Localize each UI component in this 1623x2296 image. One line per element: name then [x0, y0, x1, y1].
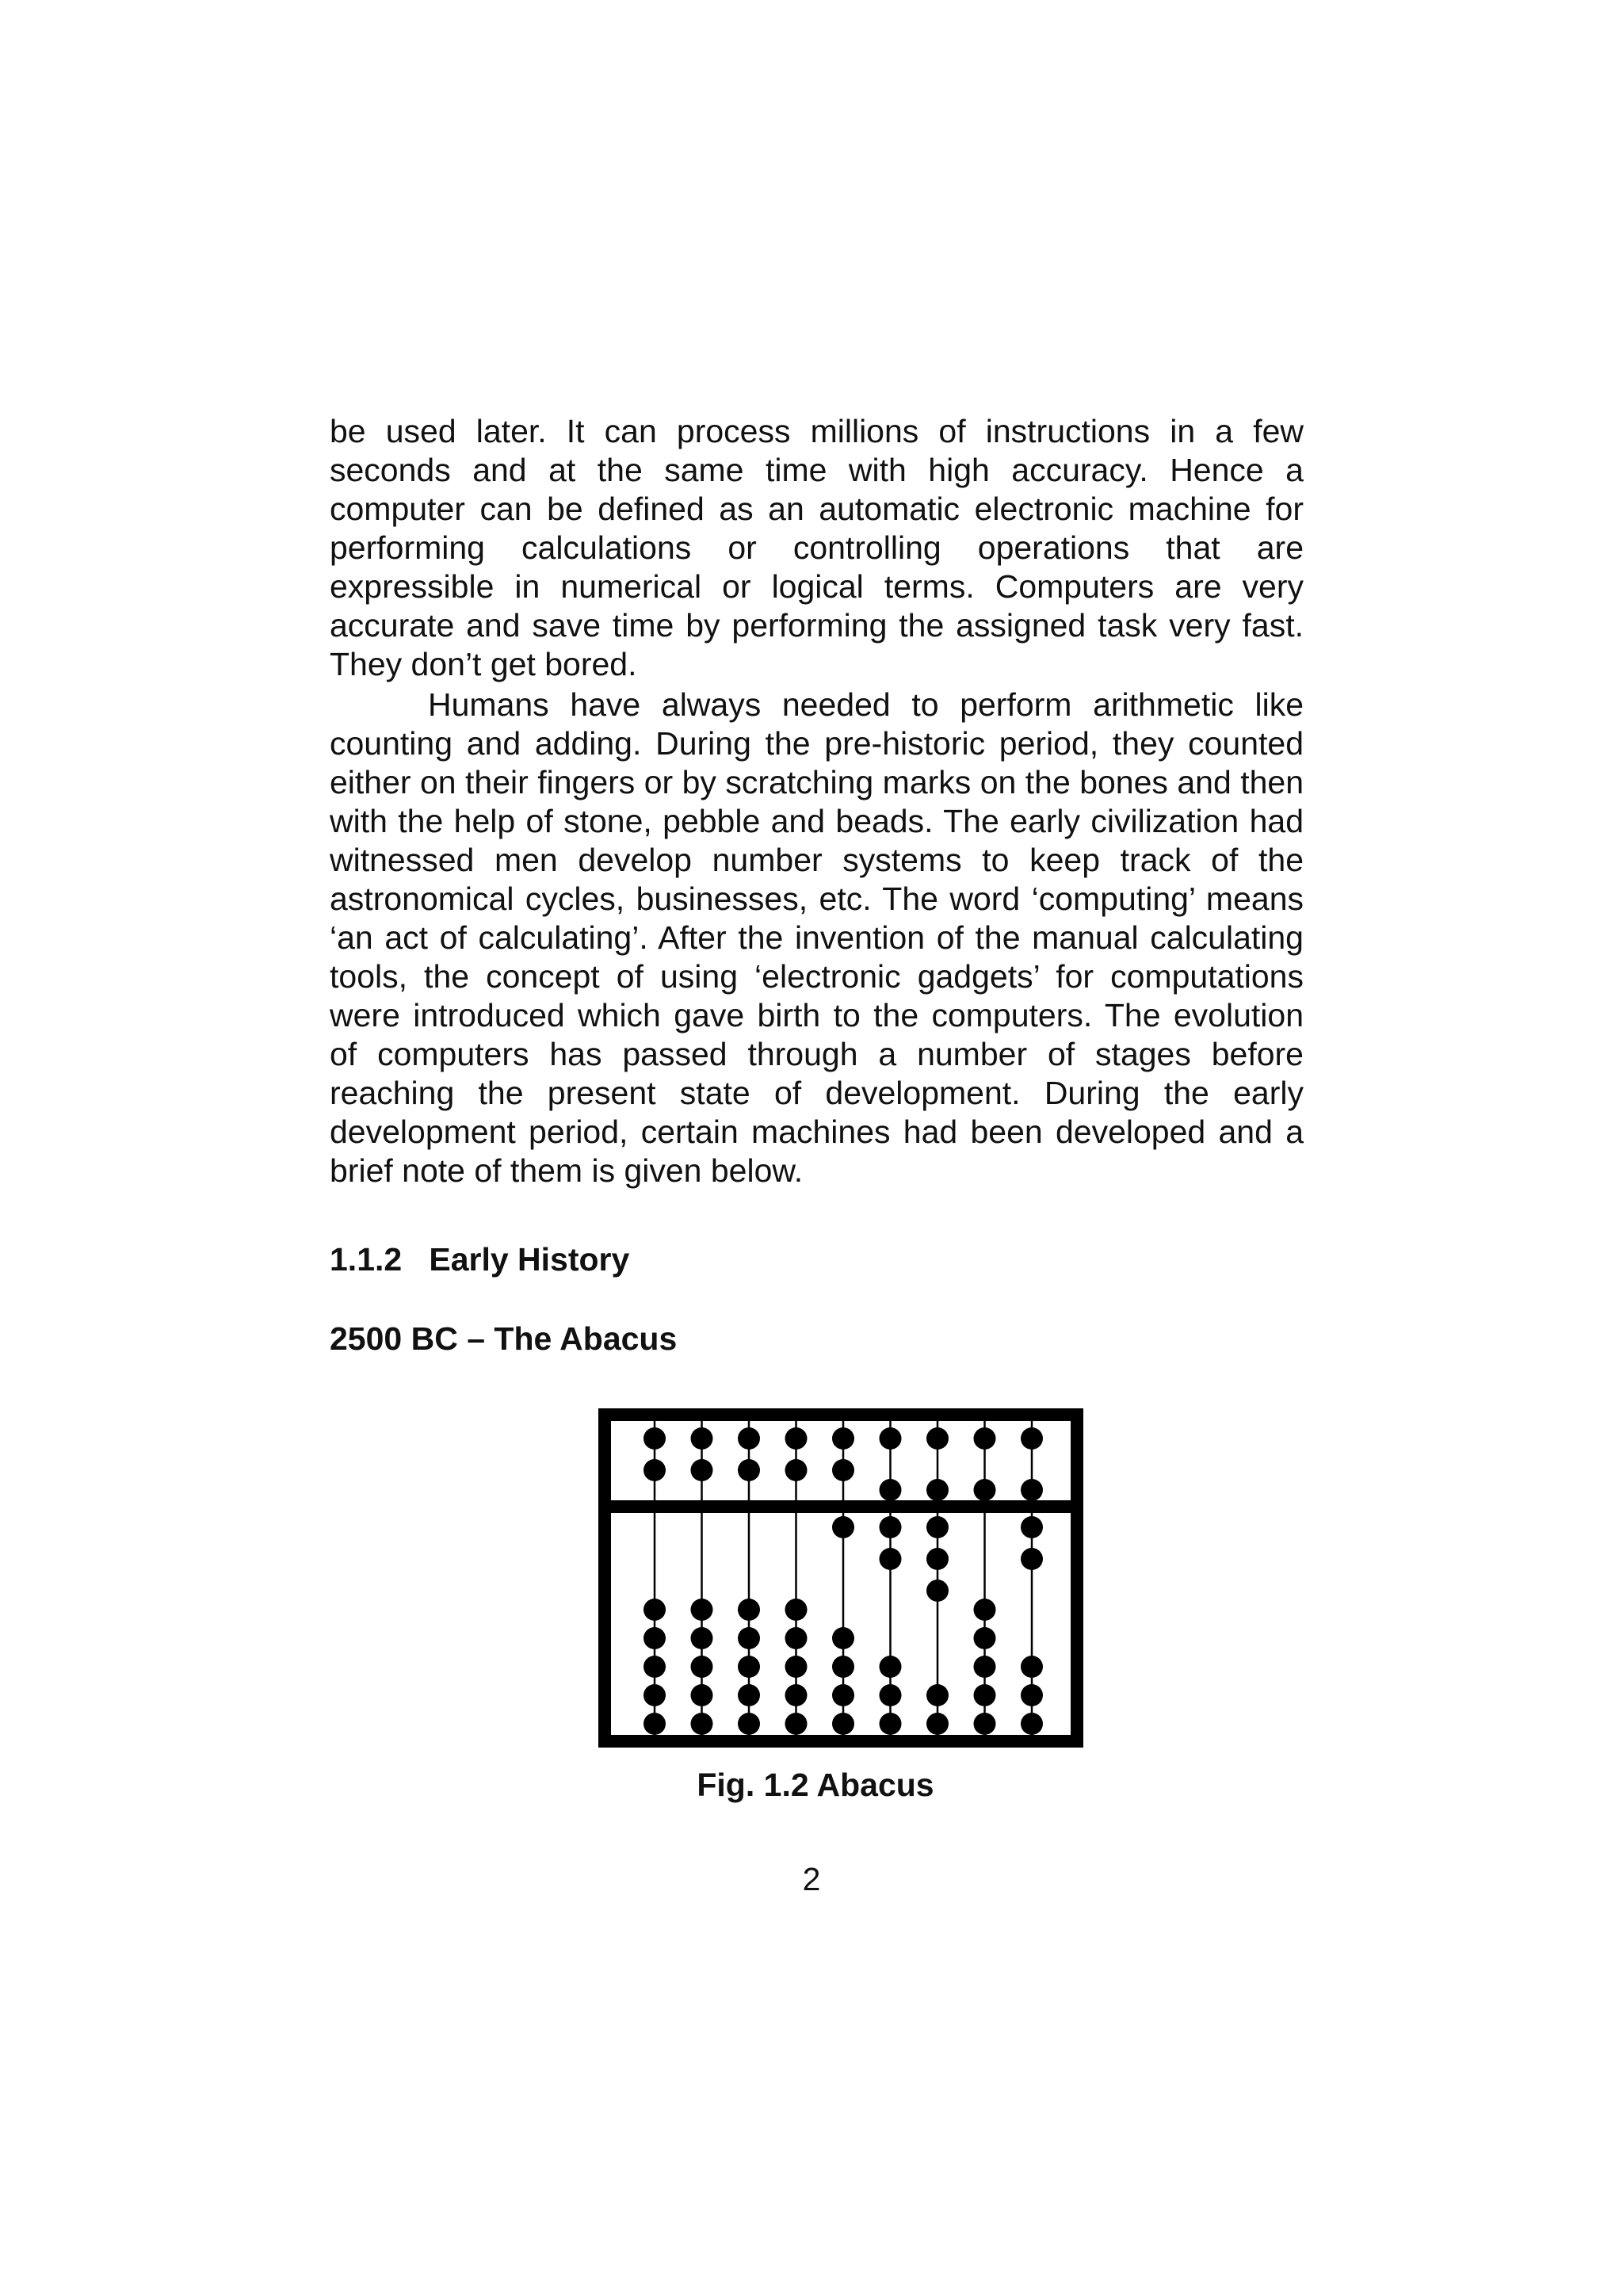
abacus-bead	[832, 1459, 854, 1481]
abacus-bead	[880, 1427, 902, 1450]
abacus-bead	[643, 1599, 666, 1621]
abacus-bead	[926, 1479, 949, 1501]
abacus-bead	[880, 1713, 902, 1735]
abacus-bead	[691, 1627, 713, 1649]
abacus-bead	[738, 1684, 760, 1706]
abacus-bead	[974, 1684, 996, 1706]
abacus-bead	[880, 1656, 902, 1678]
abacus-bead	[738, 1627, 760, 1649]
abacus-bead	[832, 1713, 854, 1735]
abacus-bead	[880, 1548, 902, 1570]
abacus-bead	[691, 1713, 713, 1735]
abacus-bead	[643, 1713, 666, 1735]
abacus-bead	[785, 1713, 808, 1735]
abacus-bead	[926, 1548, 949, 1570]
abacus-bead	[974, 1599, 996, 1621]
paragraph-intro	[330, 412, 1304, 684]
abacus-bead	[785, 1599, 808, 1621]
abacus-bead	[691, 1684, 713, 1706]
abacus-bead	[738, 1656, 760, 1678]
abacus-bead	[832, 1684, 854, 1706]
abacus-bead	[974, 1656, 996, 1678]
abacus-bead	[832, 1427, 854, 1450]
abacus-bead	[691, 1656, 713, 1678]
paragraph-text: Humans have always needed to perform arithmetic like counting and adding. During the pre-historic period, they counted either on their fingers or by scratching marks on the bones and then with the help of stone, pebble and beads. The early civilization had witnessed men develop number systems to keep track of the astronomical cycles, businesses, etc. The word ‘computing’ means ‘an act of calculating’. After the invention of the manual calculating tools, the concept of using ‘electronic gadgets’ for computations were introduced which gave birth to the computers. The evolution of computers has passed through a number of stages before reaching the present state of development. During the early development period, certain machines had been developed and a brief note of them is given below.	[330, 686, 1304, 1189]
abacus-bead	[738, 1599, 760, 1621]
abacus-bead	[785, 1627, 808, 1649]
abacus-bead	[880, 1479, 902, 1501]
abacus-figure	[598, 1408, 1083, 1748]
abacus-bead	[785, 1427, 808, 1450]
abacus-bead	[1021, 1713, 1043, 1735]
abacus-bead	[643, 1459, 666, 1481]
abacus-bead	[926, 1684, 949, 1706]
abacus-bead	[691, 1427, 713, 1450]
paragraph-text: be used later. It can process millions of instructions in a few seconds and at the same time with high accuracy. Hence a computer can be defined as an automatic electronic machine for performing calculations or controlling operations that are expressible in numerical or logical terms. Computers are very accurate and save time by performing the assigned task very fast. They don’t get bored.	[330, 413, 1304, 682]
abacus-bead	[1021, 1656, 1043, 1678]
abacus-bead	[1021, 1479, 1043, 1501]
abacus-bead	[785, 1656, 808, 1678]
page-number: 2	[802, 1861, 821, 1897]
abacus-bead	[1021, 1427, 1043, 1450]
abacus-bead	[926, 1427, 949, 1450]
abacus-bead	[974, 1627, 996, 1649]
abacus-bead	[1021, 1516, 1043, 1538]
abacus-bead	[974, 1479, 996, 1501]
abacus-bead	[643, 1627, 666, 1649]
abacus-bead	[738, 1713, 760, 1735]
abacus-bead	[880, 1516, 902, 1538]
abacus-bead	[832, 1656, 854, 1678]
abacus-bead	[691, 1599, 713, 1621]
abacus-bead	[785, 1684, 808, 1706]
abacus-bead	[785, 1459, 808, 1481]
abacus-bead	[643, 1656, 666, 1678]
abacus-bead	[926, 1713, 949, 1735]
abacus-bead	[643, 1684, 666, 1706]
abacus-bead	[738, 1459, 760, 1481]
abacus-bead	[1021, 1684, 1043, 1706]
abacus-bead	[832, 1516, 854, 1538]
paragraph-history	[330, 686, 1304, 1190]
abacus-bead	[926, 1516, 949, 1538]
abacus-bead	[738, 1427, 760, 1450]
abacus-bead	[691, 1459, 713, 1481]
abacus-bead	[974, 1427, 996, 1450]
abacus-bead	[1021, 1548, 1043, 1570]
abacus-bead	[880, 1684, 902, 1706]
subsection-heading: 2500 BC – The Abacus	[330, 1320, 678, 1357]
abacus-bead	[643, 1427, 666, 1450]
abacus-divider-bar	[605, 1500, 1077, 1513]
abacus-bead	[974, 1713, 996, 1735]
figure-caption: Fig. 1.2 Abacus	[697, 1767, 934, 1803]
abacus-bead	[926, 1580, 949, 1602]
abacus-bead	[832, 1627, 854, 1649]
section-heading: 1.1.2 Early History	[330, 1241, 630, 1278]
